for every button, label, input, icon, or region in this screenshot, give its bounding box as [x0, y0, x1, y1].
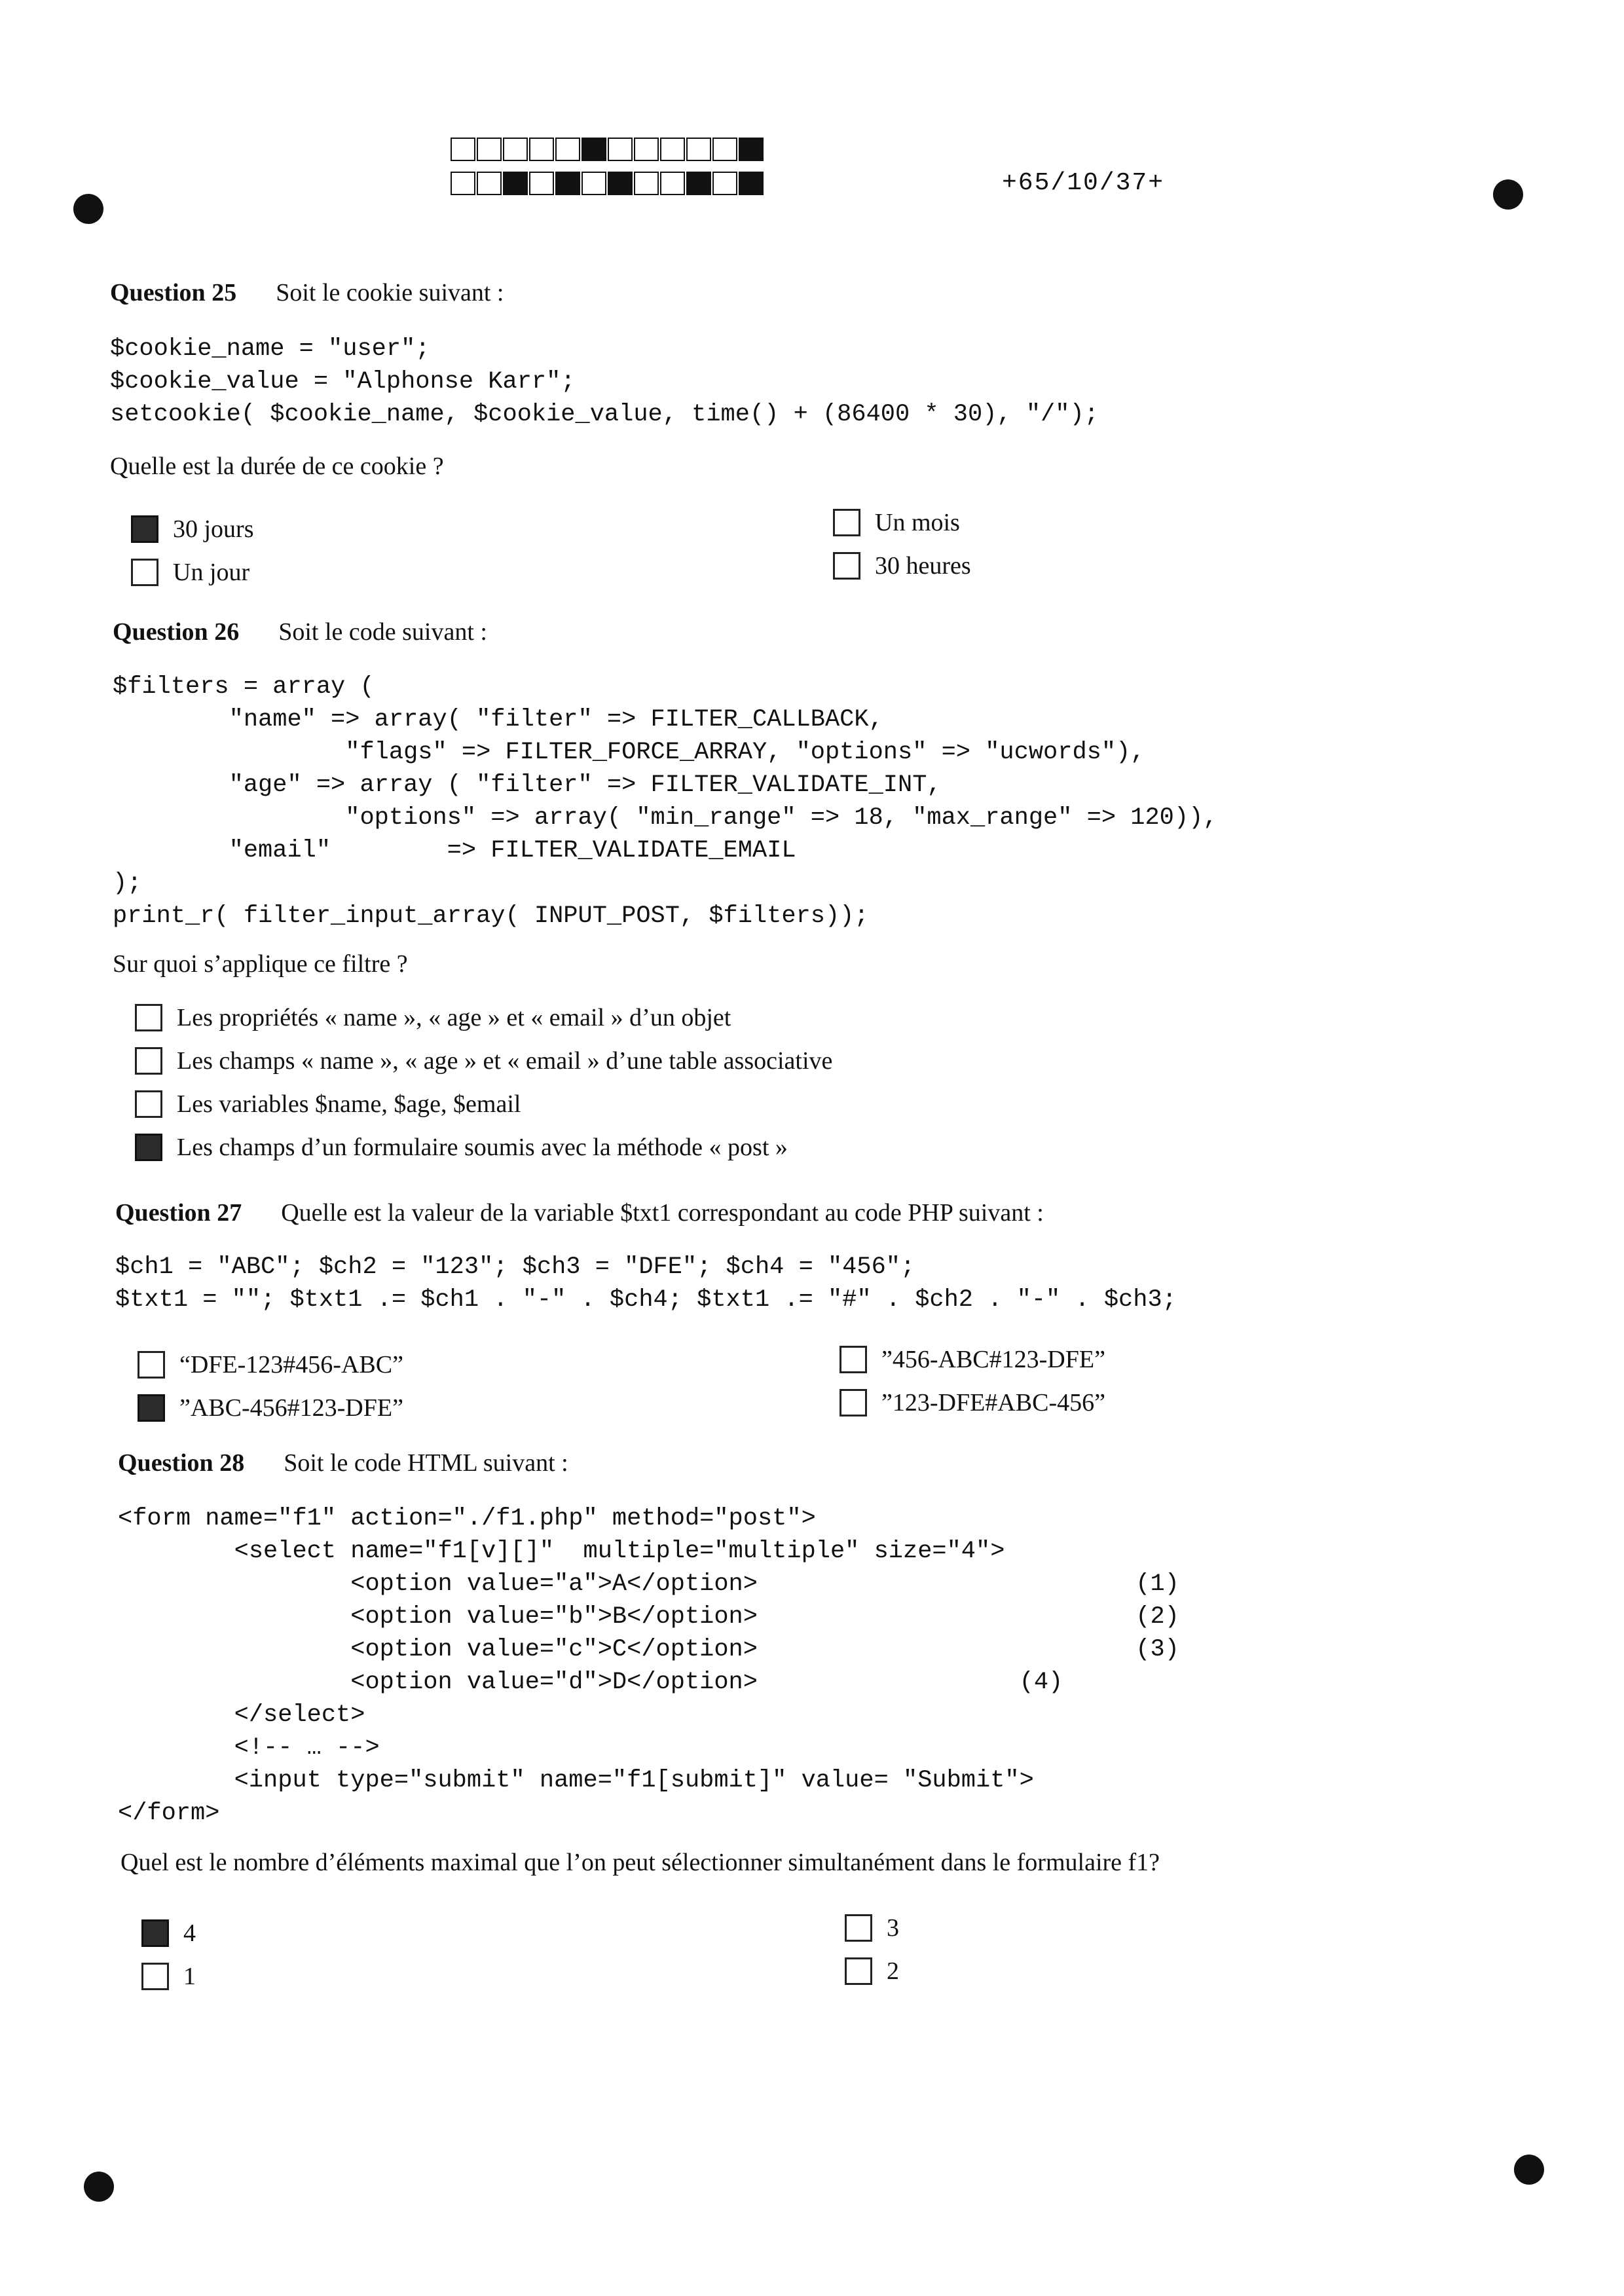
- option-label: Les champs « name », « age » et « email » d’une table associative: [177, 1047, 833, 1075]
- checkbox[interactable]: [845, 1957, 872, 1985]
- checkbox[interactable]: [135, 1090, 162, 1118]
- question-label: Question 28: [118, 1449, 245, 1477]
- registration-mark-top-right: [1493, 179, 1523, 210]
- barcode-cell: [739, 172, 764, 195]
- answer-option[interactable]: [840, 1388, 1105, 1417]
- barcode-cell: [529, 172, 554, 195]
- checkbox[interactable]: [845, 1914, 872, 1942]
- checkbox-checked[interactable]: [141, 1919, 169, 1947]
- answer-option[interactable]: [840, 1345, 1105, 1374]
- barcode-cell: [503, 138, 528, 161]
- barcode-cell: [529, 138, 554, 161]
- barcode-cell: [712, 172, 737, 195]
- option-label: 2: [887, 1957, 899, 1985]
- barcode-cell: [634, 138, 659, 161]
- answer-option[interactable]: [845, 1914, 899, 1942]
- code-block: $filters = array ( "name" => array( "filter" => FILTER_CALLBACK, "flags" => FILTER_FORCE_ARRAY, "options" => "ucwords"), "age" => array ( "filter" => FILTER_VALIDATE_INT, "options" => array( "min_range" => 18, "max_range" => 120)), "email" => FILTER_VALIDATE_EMAIL ); print_r( filter_input_array( INPUT_POST, $filters));: [113, 673, 1218, 930]
- option-label: 1: [183, 1963, 196, 1990]
- checkbox[interactable]: [135, 1004, 162, 1031]
- checkbox[interactable]: [135, 1047, 162, 1075]
- barcode-cell: [712, 138, 737, 161]
- barcode-row-2: [451, 172, 765, 195]
- option-label: Un jour: [173, 559, 250, 586]
- answer-option[interactable]: [138, 1350, 403, 1379]
- barcode-row-1: [451, 138, 765, 161]
- option-label: Les variables $name, $age, $email: [177, 1090, 521, 1118]
- question-intro: Quelle est la valeur de la variable $txt1 correspondant au code PHP suivant :: [281, 1199, 1044, 1227]
- question-text: Quelle est la durée de ce cookie ?: [110, 453, 444, 480]
- code-block: $cookie_name = "user"; $cookie_value = "Alphonse Karr"; setcookie( $cookie_name, $cookie_value, time() + (86400 * 30), "/");: [110, 335, 1099, 428]
- checkbox[interactable]: [138, 1351, 165, 1379]
- option-label: 3: [887, 1914, 899, 1942]
- answer-option[interactable]: [845, 1957, 899, 1986]
- barcode-cell: [503, 172, 528, 195]
- answer-option[interactable]: [141, 1962, 196, 1991]
- question-28-title: [118, 1449, 568, 1477]
- barcode-cell: [660, 172, 685, 195]
- answer-option[interactable]: [135, 1046, 832, 1075]
- barcode-cell: [739, 138, 764, 161]
- answer-option[interactable]: [833, 551, 971, 580]
- barcode-cell: [686, 138, 711, 161]
- registration-mark-bottom-left: [84, 2172, 114, 2202]
- barcode-cell: [608, 138, 633, 161]
- checkbox[interactable]: [840, 1389, 867, 1416]
- registration-mark-bottom-right: [1514, 2155, 1544, 2185]
- answer-option[interactable]: [131, 515, 254, 544]
- sheet-id: +65/10/37+: [1002, 169, 1165, 197]
- answer-option[interactable]: [135, 1003, 731, 1032]
- question-label: Question 25: [110, 279, 237, 306]
- answer-option[interactable]: [135, 1090, 521, 1119]
- barcode-cell: [686, 172, 711, 195]
- checkbox-checked[interactable]: [135, 1134, 162, 1161]
- option-label: 30 heures: [875, 552, 971, 580]
- option-label: ”ABC-456#123-DFE”: [179, 1394, 403, 1422]
- barcode-cell: [555, 138, 580, 161]
- question-intro: Soit le code HTML suivant :: [284, 1449, 568, 1477]
- question-text: Quel est le nombre d’éléments maximal que l’on peut sélectionner simultanément dans le formulaire f1?: [120, 1849, 1160, 1876]
- question-intro: Soit le code suivant :: [278, 618, 487, 646]
- barcode-cell: [581, 138, 606, 161]
- option-label: “DFE-123#456-ABC”: [179, 1351, 403, 1379]
- code-block: <form name="f1" action="./f1.php" method="post"> <select name="f1[v][]" multiple="multiple" size="4"> <option value="a">A</option> (1) <option value="b">B</option> (2) <option value="c">C</option> (3) <option value="d">D</option> (4) </select> <!-- … --> <input type="submit" name="f1[submit]" value= "Submit"> </form>: [118, 1505, 1179, 1827]
- checkbox[interactable]: [131, 559, 158, 586]
- barcode-cell: [451, 138, 475, 161]
- checkbox[interactable]: [141, 1963, 169, 1990]
- answer-option[interactable]: [141, 1919, 196, 1948]
- question-27-title: [115, 1198, 1044, 1227]
- answer-option[interactable]: [135, 1133, 788, 1162]
- barcode-cell: [477, 138, 502, 161]
- answer-option[interactable]: [138, 1394, 403, 1422]
- checkbox-checked[interactable]: [138, 1394, 165, 1422]
- option-label: ”123-DFE#ABC-456”: [881, 1389, 1105, 1416]
- answer-option[interactable]: [833, 508, 960, 537]
- checkbox[interactable]: [840, 1346, 867, 1373]
- checkbox-checked[interactable]: [131, 515, 158, 543]
- checkbox[interactable]: [833, 552, 860, 580]
- barcode-cell: [477, 172, 502, 195]
- question-label: Question 27: [115, 1199, 242, 1227]
- answer-option[interactable]: [131, 558, 249, 587]
- question-intro: Soit le cookie suivant :: [276, 279, 504, 306]
- option-label: ”456-ABC#123-DFE”: [881, 1346, 1105, 1373]
- question-label: Question 26: [113, 618, 240, 646]
- barcode-cell: [581, 172, 606, 195]
- barcode-cell: [660, 138, 685, 161]
- barcode-cell: [634, 172, 659, 195]
- question-26-title: [113, 618, 487, 646]
- option-label: 30 jours: [173, 515, 254, 543]
- barcode-cell: [608, 172, 633, 195]
- code-block: $ch1 = "ABC"; $ch2 = "123"; $ch3 = "DFE"; $ch4 = "456"; $txt1 = ""; $txt1 .= $ch1 . "-" . $ch4; $txt1 .= "#" . $ch2 . "-" . $ch3;: [115, 1253, 1177, 1314]
- option-label: Les champs d’un formulaire soumis avec la méthode « post »: [177, 1134, 788, 1161]
- registration-mark-top-left: [73, 194, 103, 224]
- checkbox[interactable]: [833, 509, 860, 536]
- option-label: Un mois: [875, 509, 960, 536]
- question-text: Sur quoi s’applique ce filtre ?: [113, 950, 408, 978]
- barcode-cell: [451, 172, 475, 195]
- option-label: 4: [183, 1919, 196, 1947]
- barcode-cell: [555, 172, 580, 195]
- question-25-title: [110, 278, 504, 307]
- option-label: Les propriétés « name », « age » et « email » d’un objet: [177, 1004, 731, 1031]
